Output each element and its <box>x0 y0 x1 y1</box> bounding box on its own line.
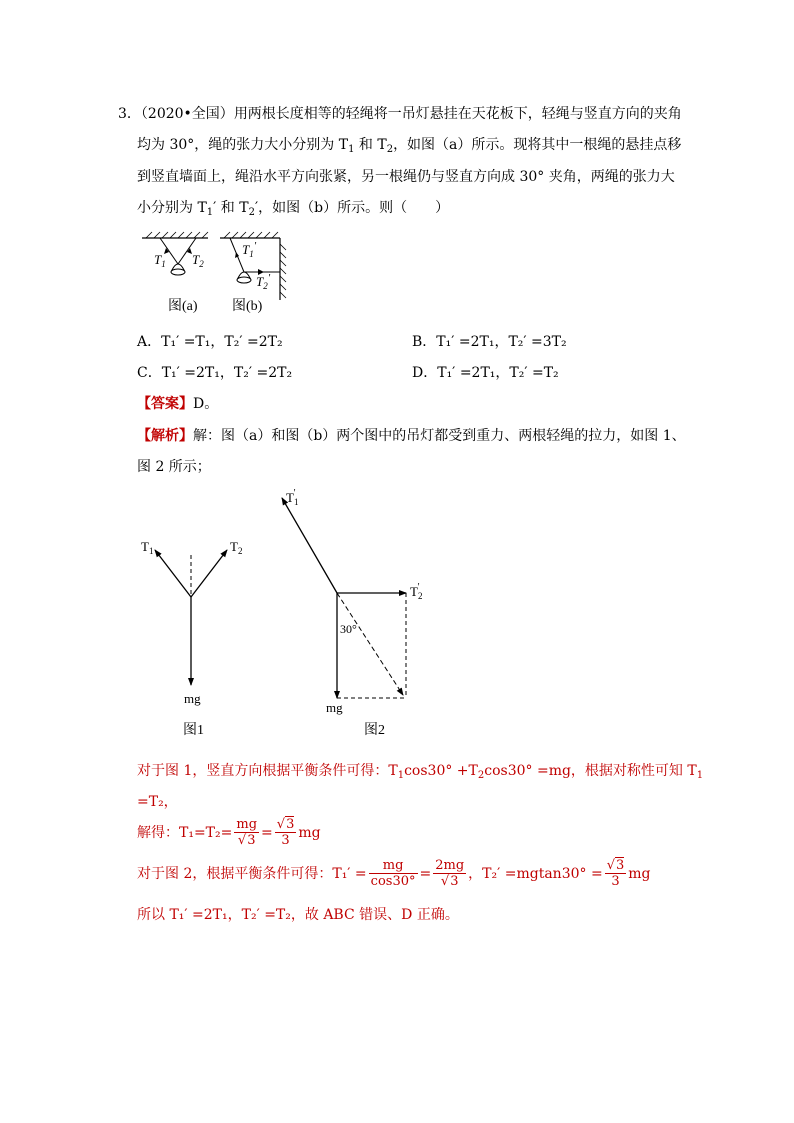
fig1-caption: 图1 <box>183 723 204 738</box>
fig1-t2-label: $T_2$ <box>230 539 243 556</box>
question-line-2: 均为 30°，绳的张力大小分别为 $T_1$ 和 $T_2$，如图（a）所示。现将其中一根绳的悬挂点移 <box>137 137 682 155</box>
frac-sqrt3-over-3-b: $\frac{√3}{3}$ <box>606 858 625 889</box>
figure-a-b <box>138 230 298 315</box>
question-line-1: 3．（2020•全国）用两根长度相等的轻绳将一吊灯悬挂在天花板下，轻绳与竖直方向的夹角 <box>118 106 682 122</box>
frac-2mg-over-sqrt3: $\frac{2mg}{√3}$ <box>435 858 465 889</box>
fig2-t1-label: $T_1'$ <box>286 488 299 507</box>
solution-line-5: 所以 T₁′ =2T₁，T₂′ =T₂，故 ABC 错误、D 正确。 <box>137 907 459 923</box>
analysis-line-1: 【解析】解：图（a）和图（b）两个图中的吊灯都受到重力、两根轻绳的拉力，如图 1、 <box>137 428 686 444</box>
wall-b-hatch <box>280 244 286 298</box>
fig-a-t1: $T_1$ <box>154 252 166 269</box>
answer-line <box>137 394 218 414</box>
solution-line-4: 对于图 2，根据平衡条件可得：T₁′ = $\frac{mg}{\cos 30^\circ}$ = $\frac{2mg}{√3}$ ，T₂′ =mgtan30° = $\frac{√3}{3}$ mg <box>137 858 651 889</box>
question-source: （2020•全国） <box>140 106 234 122</box>
answer-tag: 【答案】 <box>137 396 193 412</box>
arrow-a-t1 <box>164 248 169 254</box>
figure-2 <box>270 488 445 740</box>
fig-b-t1: $T_1'$ <box>242 240 257 259</box>
analysis-tag: 【解析】 <box>137 428 193 444</box>
solution-line-2: =T₂， <box>137 794 178 810</box>
question-line-3: 到竖直墙面上，绳沿水平方向张紧，另一根绳仍与竖直方向成 30° 夹角，两绳的张力大 <box>137 169 675 185</box>
fig1-mg-label: mg <box>184 691 201 706</box>
option-a[interactable]: A．T₁′ =T₁，T₂′ =2T₂ <box>137 334 283 350</box>
ceiling-a-hatch <box>146 232 208 238</box>
fig1-t1-label: $T_1$ <box>141 539 154 556</box>
fig2-angle-label: 30° <box>340 622 357 636</box>
fig1-t2-vector <box>191 550 227 597</box>
fig2-caption: 图2 <box>364 723 385 738</box>
option-b[interactable]: B．T₁′ =2T₁，T₂′ =3T₂ <box>412 334 567 350</box>
fig1-t1-vector <box>155 550 191 597</box>
fig2-mg-label: mg <box>326 700 343 715</box>
figure-1 <box>135 525 255 740</box>
answer-value: D。 <box>193 396 219 412</box>
fig2-dashed-diagonal <box>337 593 403 695</box>
option-d[interactable]: D．T₁′ =2T₁，T₂′ =T₂ <box>412 365 559 381</box>
ceiling-b-hatch <box>224 232 278 238</box>
fig-b-caption: 图(b) <box>232 299 263 314</box>
fig-b-t2: $T_2'$ <box>256 272 271 291</box>
solution-line-1: 对于图 1，竖直方向根据平衡条件可得：$T_1\cos 30^\circ +T_2\cos 30^\circ =mg$，根据对称性可知 $T_1$ <box>137 763 704 781</box>
fig-a-caption: 图(a) <box>168 299 198 314</box>
solution-line-3: 解得：T₁=T₂= $\frac{mg}{√3}$ = $\frac{√3}{3}$ mg <box>137 817 321 848</box>
frac-mg-over-cos30: $\frac{mg}{\cos 30^\circ}$ <box>370 858 416 889</box>
question-number: 3． <box>118 106 141 122</box>
fig-a-t2: $T_2$ <box>192 252 204 269</box>
question-line-4: 小分别为 $T_1'$ 和 $T_2'$，如图（b）所示。则（ ） <box>137 200 450 218</box>
fig2-t2-label: $T_2'$ <box>410 582 423 601</box>
frac-sqrt3-over-3: $\frac{√3}{3}$ <box>276 817 295 848</box>
analysis-line-2: 图 2 所示； <box>137 459 211 475</box>
fig2-t1-vector <box>282 498 337 593</box>
frac-mg-over-sqrt3: $\frac{mg}{√3}$ <box>236 817 258 848</box>
option-c[interactable]: C．T₁′ =2T₁，T₂′ =2T₂ <box>137 365 293 381</box>
